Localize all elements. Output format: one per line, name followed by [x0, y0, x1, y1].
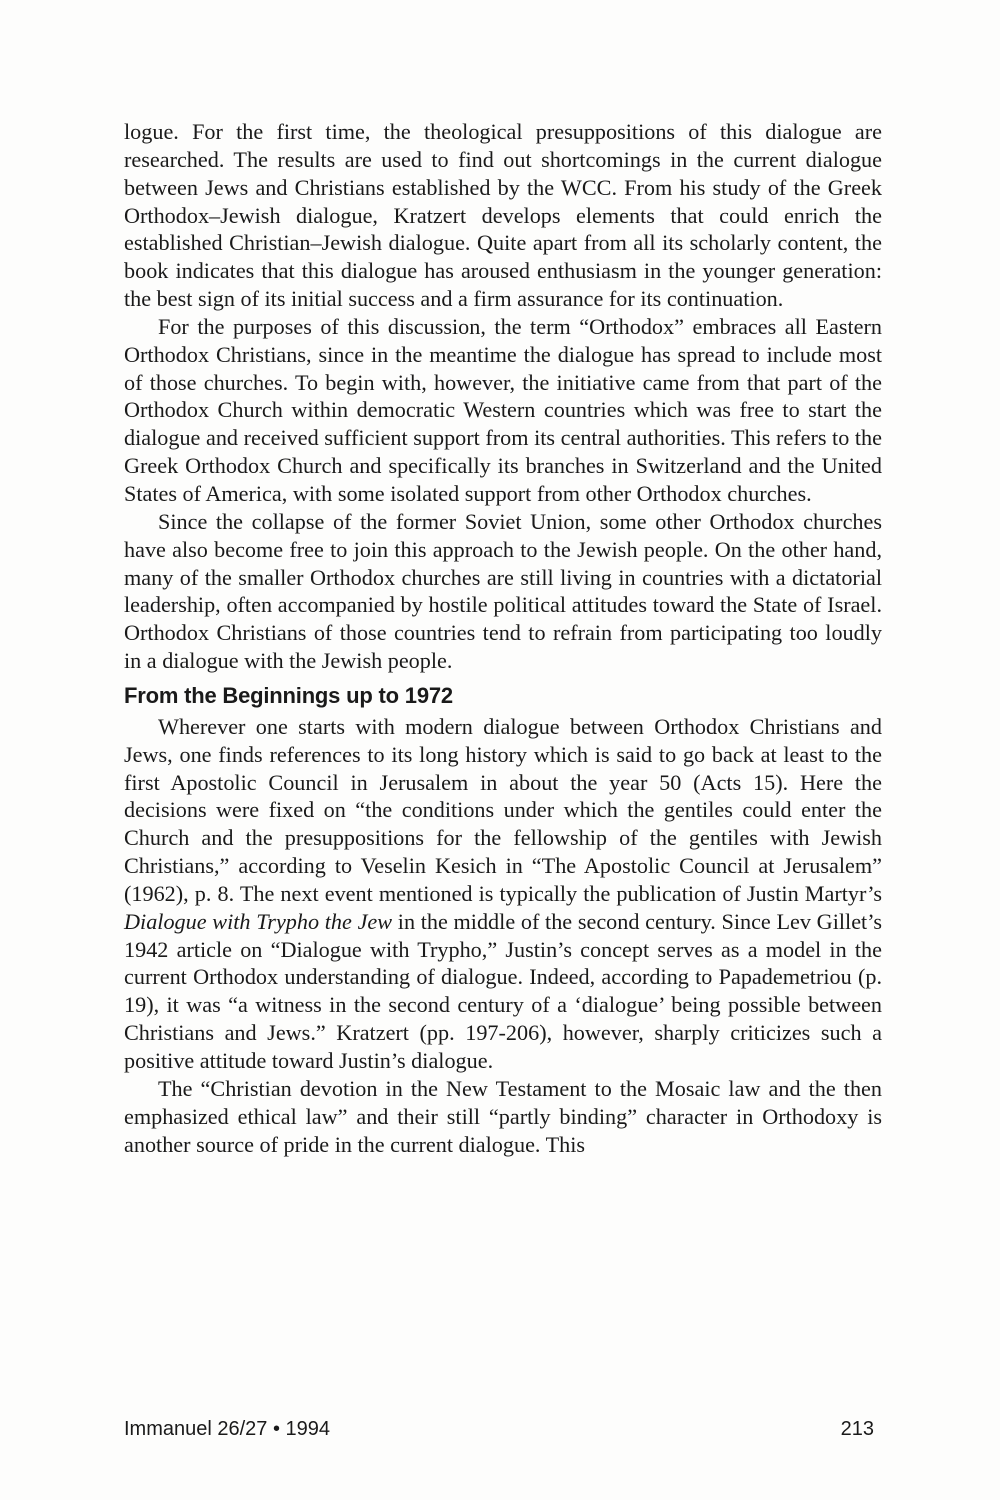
- paragraph-4-part-a: Wherever one starts with modern dialogue between Orthodox Christians and Jews, one finds references to its long history which is said to go back at least to the first Apostolic Council in Jerusalem in about the year 50 (Acts 15). Here the decisions were fixed on “the conditions under which the gentiles could enter the Church and the presuppositions for the fellowship of the gentiles with Jewish Christians,” according to Veselin Kesich in “The Apostolic Council at Jerusalem” (1962), p. 8. The next event mentioned is typically the publication of Justin Martyr’s: [124, 713, 882, 906]
- journal-citation: Immanuel 26/27 • 1994: [124, 1418, 331, 1440]
- paragraph-1: logue. For the first time, the theological presuppositions of this dialogue are researched. The results are used to find out shortcomings in the current dialogue between Jews and Christians established by the WCC. From his study of the Greek Orthodox–Jewish dialogue, Kratzert develops elements that could enrich the established Christian–Jewish dialogue. Quite apart from all its scholarly content, the book indicates that this dialogue has aroused enthusiasm in the younger generation: the best sign of its initial success and a firm assurance for its continuation.: [124, 119, 882, 312]
- paragraph-5: The “Christian devotion in the New Testament to the Mosaic law and the then emphasized ethical law” and their still “partly binding” character in Orthodoxy is another source of pride in the current dialogue. This: [124, 1075, 882, 1157]
- paragraph-4-part-b: in the middle of the second century. Since Lev Gillet’s 1942 article on “Dialogue with Trypho,” Justin’s concept serves as a model in the current Orthodox understanding of dialogue. Indeed, according to Papademetriou (p. 19), it was “a witness in the second century of a ‘dialogue’ being possible between Christians and Jews.” Kratzert (pp. 197-206), however, sharply criticizes such a positive attitude toward Justin’s dialogue.: [124, 908, 883, 1073]
- section-heading: From the Beginnings up to 1972: [124, 682, 453, 708]
- body-text: [124, 118, 882, 1158]
- page-footer: [124, 1418, 882, 1448]
- book-title: Dialogue with Trypho the Jew: [124, 908, 393, 934]
- paragraph-3: Since the collapse of the former Soviet Union, some other Orthodox churches have also become free to join this approach to the Jewish people. On the other hand, many of the smaller Orthodox churches are still living in countries with a dictatorial leadership, often accompanied by hostile political attitudes toward the State of Israel. Orthodox Christians of those countries tend to refrain from participating too loudly in a dialogue with the Jewish people.: [124, 508, 882, 674]
- paragraph-4: [124, 713, 882, 1075]
- page-number: 213: [840, 1418, 874, 1440]
- paragraph-2: For the purposes of this discussion, the term “Orthodox” embraces all Eastern Orthodox Christians, since in the meantime the dialogue has spread to include most of those churches. To begin with, however, the initiative came from that part of the Orthodox Church within democratic Western countries which was free to start the dialogue and received sufficient support from its central authorities. This refers to the Greek Orthodox Church and specifically its branches in Switzerland and the United States of America, with some isolated support from other Orthodox churches.: [124, 313, 882, 506]
